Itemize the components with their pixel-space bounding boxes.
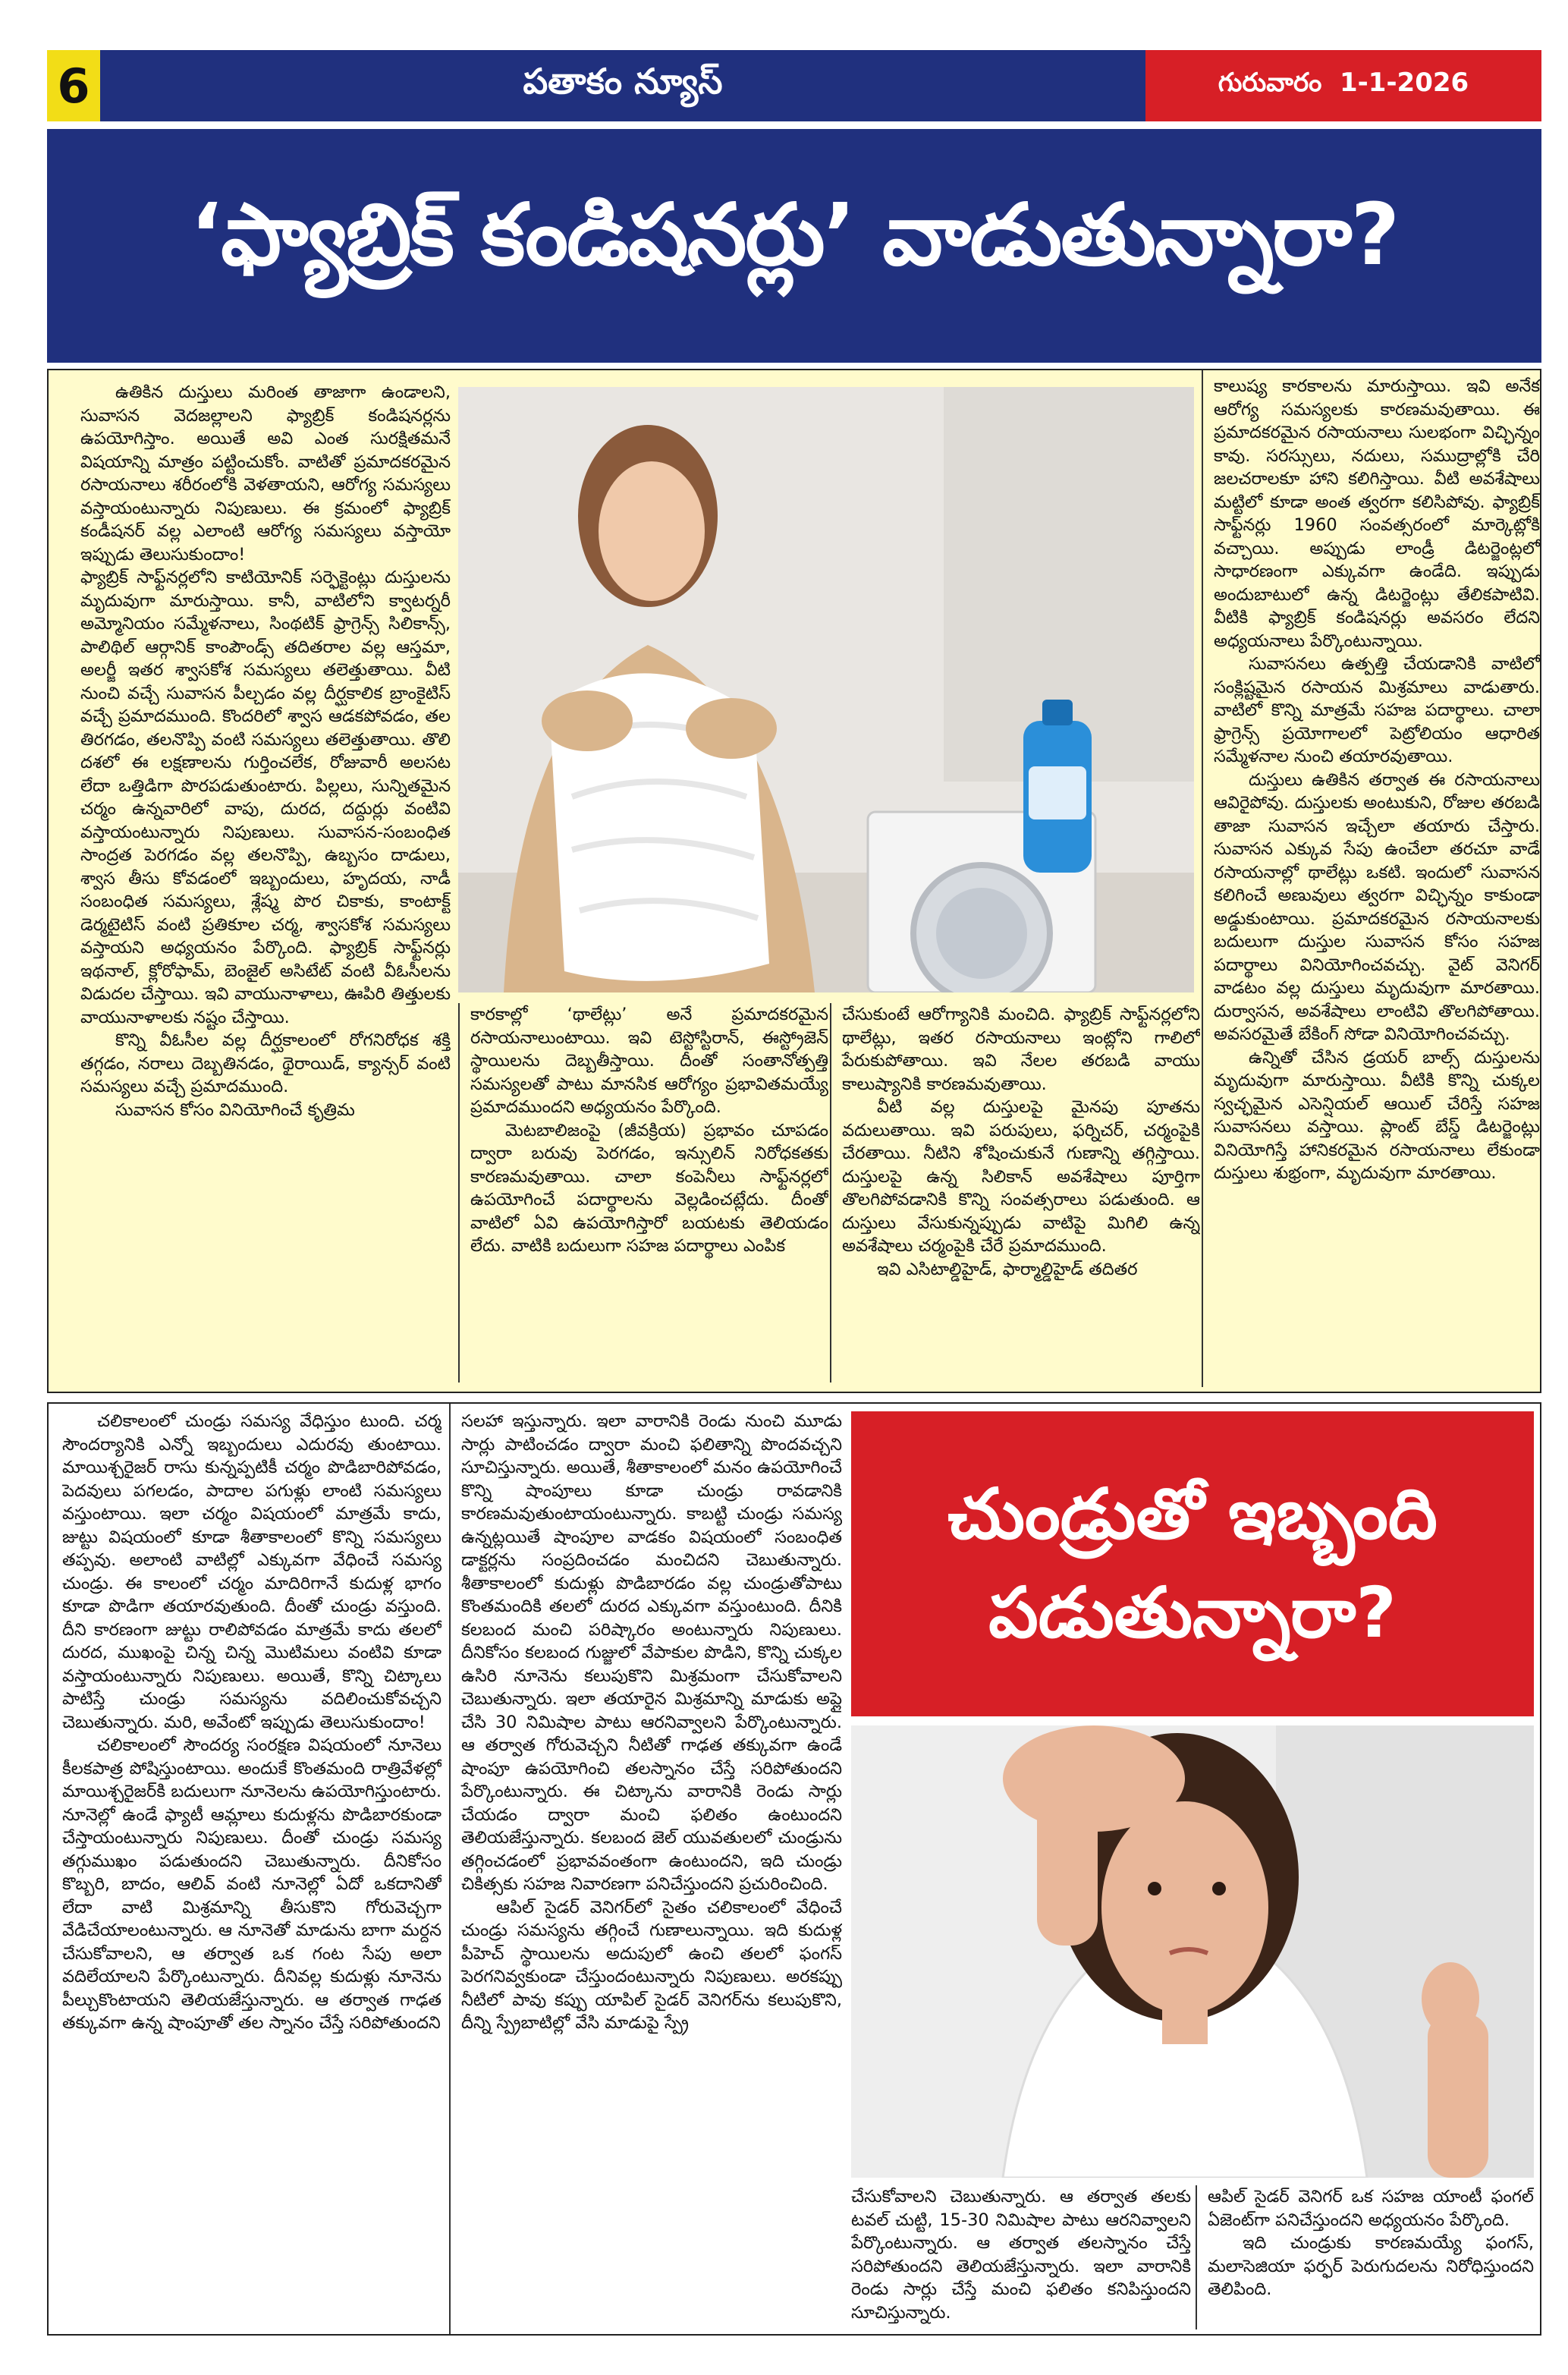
paragraph: సువాసనలు ఉత్పత్తి చేయడానికి వాటిలో సంక్లిష్టమైన రసాయన మిశ్రమాలు వాడుతారు. వాటిలో కొన్ని మాత్రమే సహజ పదార్థాలు. చాలా ఫ్రాగ్రెన్స్ ప్రయోగాలలో పెట్రోలియం ఆధారిత సమ్మేళనాల నుంచి తయారవుతాయి. bbox=[1214, 654, 1540, 766]
paragraph: కాలుష్య కారకాలను మారుస్తాయి. ఇవి అనేక ఆరోగ్య సమస్యలకు కారణమవుతాయి. ఈ ప్రమాదకరమైన రసాయనాలు సులభంగా విచ్ఛిన్నం కావు. సరస్సులు, నదులు, సముద్రాల్లోకి చేరి జలచరాలకూ హాని కలిగిస్తాయి. వీటి అవశేషాలు మట్టిలో కూడా అంత త్వరగా కలిసిపోవు. ఫ్యాబ్రిక్ సాఫ్ట్‌నర్లు 1960 సంవత్సరంలో మార్కెట్లోకి వచ్చాయి. అప్పుడు లాండ్రీ డిటర్జెంట్లలో సాధారణంగా ఎక్కువగా ఉండేది. ఇప్పుడు అందుబాటులో ఉన్న డిటర్జెంట్లు తేలికపాటివి. వీటికి ఫ్యాబ్రిక్ కండిషనర్లు అవసరం లేదని అధ్యయనాలు పేర్కొంటున్నాయి. bbox=[1214, 376, 1540, 651]
paragraph: చేసుకోవాలని చెబుతున్నారు. ఆ తర్వాత తలకు టవల్ చుట్టి, 15-30 నిమిషాల పాటు ఆరనివ్వాలని పేర్కొంటున్నారు. ఆ తర్వాత తలస్నానం చేస్తే సరిపోతుందని తెలియజేస్తున్నారు. ఇలా వారానికి రెండు సార్లు చేస్తే మంచి ఫలితం కనిపిస్తుందని సూచిస్తున్నారు. bbox=[851, 2187, 1191, 2323]
paragraph: చేసుకుంటే ఆరోగ్యానికి మంచిది. ఫ్యాబ్రిక్ సాఫ్ట్‌నర్లలోని థాలేట్లు, ఇతర రసాయనాలు ఇంట్లోని గాలిలో పేరుకుపోతాయి. ఇవి నేలల తరబడి వాయు కాలుష్యానికి కారణమవుతాయి. bbox=[842, 1005, 1200, 1094]
paper-name: పతాకం న్యూస్ bbox=[523, 61, 723, 102]
article2-column-4 bbox=[1196, 2185, 1534, 2329]
paragraph: ఉన్నితో చేసిన డ్రయర్ బాల్స్ దుస్తులను మృదువుగా మారుస్తాయి. వీటికి కొన్ని చుక్కల స్వచ్ఛమైన ఎసెన్షియల్ ఆయిల్ చేరిస్తే సహజ సువాసనలు వస్తాయి. ప్లాంట్ బేస్డ్ డిటర్జెంట్లు వినియోగిస్తే హానికరమైన రసాయనాలు లేకుండా దుస్తులు శుభ్రంగా, మృదువుగా మారతాయి. bbox=[1214, 1047, 1540, 1183]
article2-column-3 bbox=[851, 2185, 1191, 2329]
page-number: 6 bbox=[57, 58, 90, 114]
paragraph: ఫ్యాబ్రిక్ సాఫ్ట్‌నర్లలోని కాటియోనిక్ సర్ఫెక్టెంట్లు దుస్తులను మృదువుగా మారుస్తాయి. కానీ, వాటిలోని క్వాటర్నరీ అమ్మోనియం సమ్మేళనాలు, సింథటిక్ ఫ్రాగ్రెన్స్ సిలికాన్స్, పాలిథిల్ ఆర్గానిక్ కాంపౌండ్స్ తదితరాల వల్ల ఆస్తమా, అలర్జీ ఇతర శ్వాసకోశ సమస్యలు తలెత్తుతాయి. వీటి నుంచి వచ్చే సువాసన పీల్చడం వల్ల దీర్ఘకాలిక బ్రాంకైటిస్ వచ్చే ప్రమాదముంది. కొందరిలో శ్వాస ఆడకపోవడం, తల తిరగడం, తలనొప్పి వంటి సమస్యలు తలెత్తుతాయి. తొలి దశలో ఈ లక్షణాలను గుర్తించలేక, రోజువారీ అలసట లేదా ఒత్తిడిగా పొరపడుతుంటారు. పిల్లలు, సున్నితమైన చర్మం ఉన్నవారిలో వాపు, దురద, దద్దుర్లు వంటివి వస్తాయంటున్నారు నిపుణులు. సువాసన-సంబంధిత సాంద్రత పెరగడం వల్ల తలనొప్పి, ఉబ్బసం దాడులు, శ్వాస తీసు కోవడంలో ఇబ్బందులు, హృదయ, నాడీ సంబంధిత సమస్యలు, శ్లేష్మ పొర చికాకు, కాంటాక్ట్ డెర్మటైటిస్ వంటి ప్రతికూల చర్మ, శ్వాసకోశ సమస్యలు వస్తాయని అధ్యయనం పేర్కొంది. ఫ్యాబ్రిక్ సాఫ్ట్‌నర్లు ఇథనాల్, క్లోరోఫామ్, బెంజైల్ అసిటేట్ వంటి వీఓసీలను విడుదల చేస్తాయి. ఇవి వాయునాళాలు, ఊపిరి తిత్తులకు వాయునాళాలకు నష్టం చేస్తాయి. bbox=[80, 568, 451, 1027]
masthead bbox=[47, 50, 1541, 121]
article1-title: ‘ఫ్యాబ్రిక్ కండిషనర్లు’ వాడుతున్నారా? bbox=[190, 186, 1399, 285]
paragraph: చలికాలంలో సౌందర్య సంరక్షణ విషయంలో నూనెలు కీలకపాత్ర పోషిస్తుంటాయి. అందుకే కొంతమంది రాత్రివేళల్లో మాయిశ్చరైజర్‌కి బదులుగా నూనెలను ఉపయోగిస్తుంటారు. నూనెల్లో ఉండే ఫ్యాటీ ఆమ్లాలు కుదుళ్లను పొడిబారకుండా చేస్తాయంటున్నారు నిపుణులు. దీంతో చుండ్రు సమస్య తగ్గుముఖం పడుతుందని చెబుతున్నారు. దీనికోసం కొబ్బరి, బాదం, ఆలివ్ వంటి నూనెల్లో ఏదో ఒకదానితో లేదా వాటి మిశ్రమాన్ని తీసుకొని గోరువెచ్చగా వేడిచేయాలంటున్నారు. ఆ నూనెతో మాడును బాగా మర్దన చేసుకోవాలని, ఆ తర్వాత ఒక గంట సేపు అలా వదిలేయాలని పేర్కొంటున్నారు. దీనివల్ల కుదుళ్లు నూనెను పీల్చుకొంటాయని తెలియజేస్తున్నారు. ఆ తర్వాత గాఢత తక్కువగా ఉన్న షాంపూతో తల స్నానం చేస్తే సరిపోతుందని bbox=[62, 1735, 441, 2033]
dandruff-photo bbox=[851, 1725, 1534, 2178]
article1-column-2 bbox=[458, 1003, 828, 1383]
article1-body bbox=[47, 369, 1541, 1393]
paragraph: కారకాల్లో ‘థాలేట్లు’ అనే ప్రమాదకరమైన రసాయనాలుంటాయి. ఇవి టెస్టోస్టిరాన్, ఈస్ట్రోజెన్ స్థాయిలను దెబ్బతీస్తాయి. దీంతో సంతానోత్పత్తి సమస్యలతో పాటు మానసిక ఆరోగ్యం ప్రభావితమయ్యే ప్రమాదముందని అధ్యయనం పేర్కొంది. bbox=[470, 1005, 828, 1117]
paragraph: సలహా ఇస్తున్నారు. ఇలా వారానికి రెండు నుంచి మూడు సార్లు పాటించడం ద్వారా మంచి ఫలితాన్ని పొందవచ్చని సూచిస్తున్నారు. అయితే, శీతాకాలంలో మనం ఉపయోగించే కొన్ని షాంపూలు కూడా చుండ్రు రావడానికి కారణమవుతుంటాయంటున్నారు. కాబట్టి చుండ్రు సమస్య ఉన్నట్లయితే షాంపూల వాడకం విషయంలో సంబంధిత డాక్టర్లను సంప్రదించడం మంచిదని చెబుతున్నారు. శీతాకాలంలో కుదుళ్లు పొడిబారడం వల్ల చుండ్రుతోపాటు కొంతమందికి తలలో దురద ఎక్కువగా వస్తుంటుంది. దీనికి కలబంద మంచి పరిష్కారం అంటున్నారు నిపుణులు. దీనికోసం కలబంద గుజ్జులో వేపాకుల పొడిని, కొన్ని చుక్కల ఉసిరి నూనెను కలుపుకొని మిశ్రమంగా చేసుకోవాలని చెబుతున్నారు. ఇలా తయారైన మిశ్రమాన్ని మాడుకు అప్లై చేసి 30 నిమిషాల పాటు ఆరనివ్వాలని పేర్కొంటున్నారు. ఆ తర్వాత గోరువెచ్చని నీటితో గాఢత తక్కువగా ఉండే షాంపూ ఉపయోగించి తలస్నానం చేస్తే సరిపోతుందని పేర్కొంటున్నారు. ఈ చిట్కాను వారానికి రెండు సార్లు చేయడం ద్వారా మంచి ఫలితం ఉంటుందని తెలియజేస్తున్నారు. కలబంద జెల్ యువతులలో చుండ్రును తగ్గించడంలో ప్రభావవంతంగా ఉంటుందని, ఇది చుండ్రు చికిత్సకు సహజ నివారణగా పనిచేస్తుందని ప్రచురించింది. bbox=[461, 1411, 842, 1894]
paragraph: చలికాలంలో చుండ్రు సమస్య వేధిస్తుం టుంది. చర్మ సౌందర్యానికి ఎన్నో ఇబ్బందులు ఎదురవు తుంటాయి. మాయిశ్చరైజర్ రాసు కున్నప్పటికీ చర్మం పొడిబారిపోవడం, పెదవులు పగలడం, పాదాల పగుళ్లు లాంటి సమస్యలు వస్తుంటాయి. ఇలా చర్మం విషయంలో మాత్రమే కాదు, జుట్టు విషయంలో కూడా శీతాకాలంలో కొన్ని సమస్యలు తప్పవు. అలాంటి వాటిల్లో ఎక్కువగా వేధించే సమస్య చుండ్రు. ఈ కాలంలో చర్మం మాదిరిగానే కుదుళ్ల భాగం కూడా పొడిగా తయారవుతుంది. దీంతో చుండ్రు వస్తుంది. దీని కారణంగా జుట్టు రాలిపోవడం మాత్రమే కాదు తలలో దురద, ముఖంపై చిన్న చిన్న మొటిమలు వంటివి కూడా వస్తాయంటున్నారు నిపుణులు. అయితే, కొన్ని చిట్కాలు పాటిస్తే చుండ్రు సమస్యను వదిలించుకోవచ్చని చెబుతున్నారు. మరి, అవేంటో ఇప్పుడు తెలుసుకుందాం! bbox=[62, 1411, 441, 1732]
paragraph: వీటి వల్ల దుస్తులపై మైనపు పూతను వదులుతాయి. ఇవి పరుపులు, ఫర్నిచర్, చర్మంపైకి చేరతాయి. నీటిని శోషించుకునే గుణాన్ని తగ్గిస్తాయి. దుస్తులపై ఉన్న సిలికాన్ అవశేషాలు పూర్తిగా తొలగిపోవడానికి కొన్ని సంవత్సరాలు పడుతుంది. ఆ దుస్తులు వేసుకున్నప్పుడు వాటిపై మిగిలి ఉన్న అవశేషాలు చర్మంపైకి చేరే ప్రమాదముంది. bbox=[842, 1097, 1200, 1256]
paragraph: ఇవి ఎసిటాల్డిహైడ్, ఫార్మాల్డిహైడ్ తదితర bbox=[877, 1259, 1138, 1279]
paragraph: ఇది చుండ్రుకు కారణమయ్యే ఫంగస్, మలాసెజియా ఫర్ఫర్ పెరుగుదలను నిరోధిస్తుందని తెలిపింది. bbox=[1208, 2233, 1534, 2299]
paragraph: దుస్తులు ఉతికిన తర్వాత ఈ రసాయనాలు ఆవిరైపోవు. దుస్తులకు అంటుకుని, రోజుల తరబడి తాజా సువాసన ఇచ్చేలా తయారు చేస్తారు. సువాసన ఎక్కువ సేపు ఉంచేలా తరచూ వాడే రసాయనాల్లో థాలేట్లు ఒకటి. ఇందులో సువాసన కలిగించే అణువులు త్వరగా విచ్ఛిన్నం కాకుండా అడ్డుకుంటాయి. ప్రమాదకరమైన రసాయనాలకు బదులుగా దుస్తుల సువాసన కోసం సహజ పదార్థాలు వినియోగించవచ్చు. వైట్ వెనిగర్ వాడటం వల్ల దుస్తులు మృదువుగా మారతాయి. దుర్వాసన, అవశేషాలు లాంటివి తొలగిపోతాయి. అవసరమైతే బేకింగ్ సోడా వినియోగించవచ్చు. bbox=[1214, 769, 1540, 1044]
article2-title-banner bbox=[851, 1411, 1534, 1716]
article2-body bbox=[47, 1402, 1541, 2336]
article1-column-1 bbox=[80, 381, 451, 1383]
article2-column-1 bbox=[62, 1410, 441, 2328]
article1-title-banner bbox=[47, 129, 1541, 363]
paragraph: ఆపిల్ సైడర్ వెనిగర్ ఒక సహజ యాంటీ ఫంగల్ ఏజెంట్‌గా పనిచేస్తుందని అధ్యయనం పేర్కొంది. bbox=[1208, 2187, 1534, 2230]
paragraph: మెటబాలిజంపై (జీవక్రియ) ప్రభావం చూపడం ద్వారా బరువు పెరగడం, ఇన్సులిన్ నిరోధకతకు కారణమవుతాయి. చాలా కంపెనీలు సాఫ్ట్‌నర్లలో ఉపయోగించే పదార్థాలను వెల్లడించట్లేదు. దీంతో వాటిలో ఏవి ఉపయోగిస్తారో బయటకు తెలియడం లేదు. వాటికి బదులుగా సహజ పదార్థాలు ఎంపిక bbox=[470, 1120, 828, 1256]
date-box bbox=[1145, 50, 1541, 121]
article2-title-line-1: చుండ్రుతో ఇబ్బంది bbox=[947, 1474, 1438, 1555]
paragraph: కొన్ని వీఓసీల వల్ల దీర్ఘకాలంలో రోగనిరోధక శక్తి తగ్గడం, నరాలు దెబ్బతినడం, థైరాయిడ్, క్యాన్సర్ వంటి సమస్యలు వచ్చే ప్రమాదముంది. bbox=[80, 1030, 451, 1096]
fabric-softener-photo bbox=[458, 387, 1194, 992]
article2-column-2 bbox=[449, 1404, 842, 2334]
article2-title-line-2: పడుతున్నారా? bbox=[988, 1572, 1397, 1653]
page-number-box bbox=[47, 50, 100, 121]
woman-scratching-head-illustration bbox=[851, 1725, 1534, 2178]
paragraph: ఆపిల్ సైడర్ వెనిగర్‌లో సైతం చలికాలంలో వేధించే చుండ్రు సమస్యను తగ్గించే గుణాలున్నాయి. ఇది కుదుళ్ల పీహెచ్ స్థాయిలను అదుపులో ఉంచి తలలో ఫంగస్ పెరగనివ్వకుండా చేస్తుందంటున్నారు నిపుణులు. అరకప్పు నీటిలో పావు కప్పు యాపిల్ సైడర్ వెనిగర్‌ను కలుపుకొని, దీన్ని స్ప్రేబాటిల్లో వేసి మాడుపై స్ప్రే bbox=[461, 1897, 842, 2033]
article1-column-3 bbox=[830, 1003, 1200, 1383]
woman-with-towel-illustration bbox=[458, 387, 1194, 992]
paragraph: సువాసన కోసం వినియోగించే కృత్రిమ bbox=[115, 1099, 355, 1120]
masthead-bar bbox=[100, 50, 1145, 121]
paragraph: ఉతికిన దుస్తులు మరింత తాజాగా ఉండాలని, సువాసన వెదజల్లాలని ఫ్యాబ్రిక్ కండిషనర్లను ఉపయోగిస్తాం. అయితే అవి ఎంత సురక్షితమనే విషయాన్ని మాత్రం పట్టించుకోం. వాటితో ప్రమాదకరమైన రసాయనాలు శరీరంలోకి వెళతాయని, ఆరోగ్య సమస్యలు వస్తాయంటున్నారు నిపుణులు. ఈ క్రమంలో ఫ్యాబ్రిక్ కండీషనర్ వల్ల ఎలాంటి ఆరోగ్య సమస్యలు వస్తాయో ఇప్పుడు తెలుసుకుందాం! bbox=[80, 382, 451, 565]
article1-column-4 bbox=[1202, 370, 1540, 1387]
issue-date: గురువారం 1-1-2026 bbox=[1218, 68, 1469, 98]
